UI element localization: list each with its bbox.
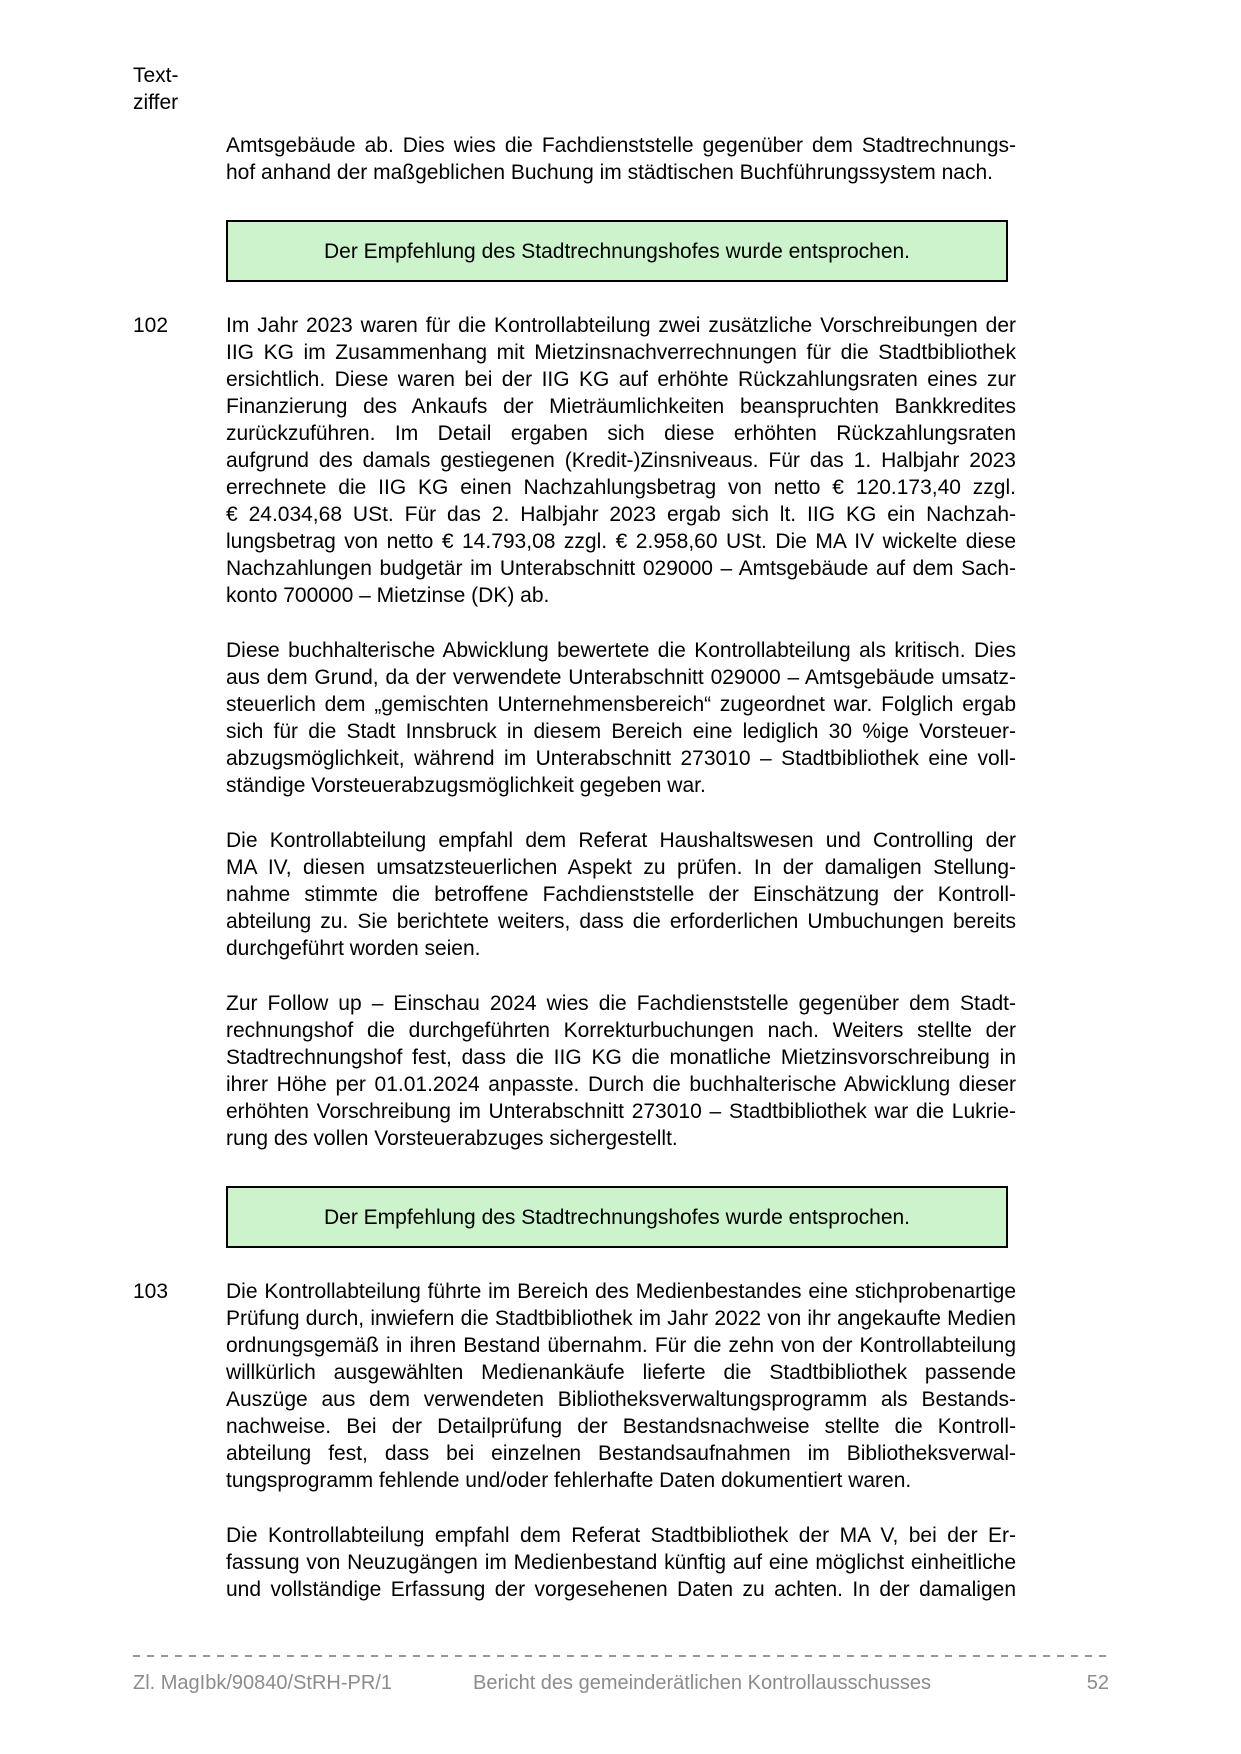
paragraph-row [133, 827, 1016, 962]
paragraph-row [133, 132, 1016, 186]
paragraph-row [133, 312, 1016, 609]
text-line: ständige Vorsteuerabzugsmöglichkeit gegeben war. [226, 774, 706, 797]
text-line: MA IV, diesen umsatzsteuerlichen Aspekt zu prüfen. In der damaligen Stellung- [226, 856, 1016, 879]
text-line: konto 700000 – Mietzinse (DK) ab. [226, 584, 550, 607]
recommendation-box: Der Empfehlung des Stadtrechnungshofes wurde entsprochen. [226, 220, 1008, 282]
textziffer-number: 102 [133, 314, 169, 337]
text-line: durchgeführt worden seien. [226, 937, 481, 960]
text-line: ordnungsgemäß in ihren Bestand übernahm. Für die zehn von der Kontrollabteilung [226, 1334, 1016, 1357]
text-line: rechnungshof die durchgeführten Korrekturbuchungen nach. Weiters stellte der [226, 1019, 1016, 1042]
text-line: Die Kontrollabteilung führte im Bereich des Medienbestandes eine stichprobenartige [226, 1280, 1016, 1303]
paragraph [226, 1522, 1016, 1603]
footer-dashed-divider [133, 1655, 1109, 1657]
text-line: Die Kontrollabteilung empfahl dem Referat Haushaltswesen und Controlling der [226, 829, 1016, 852]
paragraph [226, 1278, 1016, 1494]
text-line: Die Kontrollabteilung empfahl dem Referat Stadtbibliothek der MA V, bei der Er- [226, 1524, 1016, 1547]
text-line: ihrer Höhe per 01.01.2024 anpasste. Durch die buchhalterische Abwicklung dieser [226, 1073, 1016, 1096]
text-line: ersichtlich. Diese waren bei der IIG KG auf erhöhte Rückzahlungsraten eines zur [226, 368, 1016, 391]
gutter [133, 1278, 226, 1305]
paragraph-row [133, 1278, 1016, 1494]
document-body [133, 132, 1016, 1603]
paragraph [226, 132, 1016, 186]
body-column [226, 1186, 1016, 1248]
body-column [226, 220, 1016, 282]
footer-reference: Zl. MagIbk/90840/StRH-PR/1 [133, 1672, 392, 1694]
text-line: und vollständige Erfassung der vorgesehenen Daten zu achten. In der damaligen [226, 1578, 1016, 1601]
paragraph [226, 827, 1016, 962]
paragraph-row [133, 1522, 1016, 1603]
text-line: nachweise. Bei der Detailprüfung der Bestandsnachweise stellte die Kontroll- [226, 1415, 1016, 1438]
text-line: lungsbetrag von netto € 14.793,08 zzgl. € 2.958,60 USt. Die MA IV wickelte diese [226, 530, 1016, 553]
text-line: aufgrund des damals gestiegenen (Kredit-)Zinsniveaus. Für das 1. Halbjahr 2023 [226, 449, 1016, 472]
text-line: Amtsgebäude ab. Dies wies die Fachdienststelle gegenüber dem Stadtrechnungs- [226, 134, 1016, 157]
text-line: errechnete die IIG KG einen Nachzahlungsbetrag von netto € 120.173,40 zzgl. [226, 476, 1016, 499]
text-line: Nachzahlungen budgetär im Unterabschnitt 029000 – Amtsgebäude auf dem Sach- [226, 557, 1016, 580]
text-line: abzugsmöglichkeit, während im Unterabschnitt 273010 – Stadtbibliothek eine voll- [226, 747, 1016, 770]
textziffer-number: 103 [133, 1280, 169, 1303]
recommendation-row [133, 1186, 1016, 1248]
footer-title: Bericht des gemeinderätlichen Kontrollausschusses [473, 1672, 932, 1694]
text-line: Prüfung durch, inwiefern die Stadtbibliothek im Jahr 2022 von ihr angekaufte Medien [226, 1307, 1016, 1330]
text-line: aus dem Grund, da der verwendete Unterabschnitt 029000 – Amtsgebäude umsatz- [226, 666, 1016, 689]
recommendation-box: Der Empfehlung des Stadtrechnungshofes wurde entsprochen. [226, 1186, 1008, 1248]
text-line: Zur Follow up – Einschau 2024 wies die Fachdienststelle gegenüber dem Stadt- [226, 992, 1016, 1015]
paragraph-row [133, 637, 1016, 799]
text-line: fassung von Neuzugängen im Medienbestand künftig auf eine möglichst einheitliche [226, 1551, 1016, 1574]
paragraph-row [133, 990, 1016, 1152]
text-line: Diese buchhalterische Abwicklung bewertete die Kontrollabteilung als kritisch. Dies [226, 639, 1016, 662]
recommendation-row [133, 220, 1016, 282]
text-line: zurückzuführen. Im Detail ergaben sich diese erhöhten Rückzahlungsraten [226, 422, 1016, 445]
text-line: abteilung fest, dass bei einzelnen Bestandsaufnahmen im Bibliotheksverwal- [226, 1442, 1016, 1465]
page-footer [133, 1655, 1109, 1695]
text-line: Auszüge aus dem verwendeten Bibliotheksverwaltungsprogramm als Bestands- [226, 1388, 1016, 1411]
text-line: € 24.034,68 USt. Für das 2. Halbjahr 2023 ergab sich lt. IIG KG ein Nachzah- [226, 503, 1016, 526]
textziffer-heading-line1: Text- [133, 64, 179, 87]
text-line: Im Jahr 2023 waren für die Kontrollabteilung zwei zusätzliche Vorschreibungen der [226, 314, 1016, 337]
footer-row [133, 1671, 1109, 1695]
footer-page-number: 52 [1086, 1672, 1109, 1694]
textziffer-heading-line2: ziffer [133, 91, 179, 114]
text-line: abteilung zu. Sie berichtete weiters, dass die erforderlichen Umbuchungen bereits [226, 910, 1016, 933]
text-line: hof anhand der maßgeblichen Buchung im städtischen Buchführungssystem nach. [226, 161, 993, 184]
text-line: Stadtrechnungshof fest, dass die IIG KG die monatliche Mietzinsvorschreibung in [226, 1046, 1016, 1069]
text-line: steuerlich dem „gemischten Unternehmensbereich“ zugeordnet war. Folglich ergab [226, 693, 1016, 716]
text-line: sich für die Stadt Innsbruck in diesem Bereich eine lediglich 30 %ige Vorsteuer- [226, 720, 1016, 743]
text-line: rung des vollen Vorsteuerabzuges sichergestellt. [226, 1127, 678, 1150]
text-line: Finanzierung des Ankaufs der Mieträumlichkeiten beanspruchten Bankkredites [226, 395, 1016, 418]
text-line: tungsprogramm fehlende und/oder fehlerhafte Daten dokumentiert waren. [226, 1469, 912, 1492]
text-line: nahme stimmte die betroffene Fachdienststelle der Einschätzung der Kontroll- [226, 883, 1016, 906]
gutter [133, 312, 226, 339]
paragraph [226, 637, 1016, 799]
textziffer-heading [133, 62, 179, 116]
paragraph [226, 990, 1016, 1152]
text-line: willkürlich ausgewählten Medienankäufe lieferte die Stadtbibliothek passende [226, 1361, 1016, 1384]
paragraph [226, 312, 1016, 609]
text-line: erhöhten Vorschreibung im Unterabschnitt 273010 – Stadtbibliothek war die Lukrie- [226, 1100, 1016, 1123]
text-line: IIG KG im Zusammenhang mit Mietzinsnachverrechnungen für die Stadtbibliothek [226, 341, 1016, 364]
